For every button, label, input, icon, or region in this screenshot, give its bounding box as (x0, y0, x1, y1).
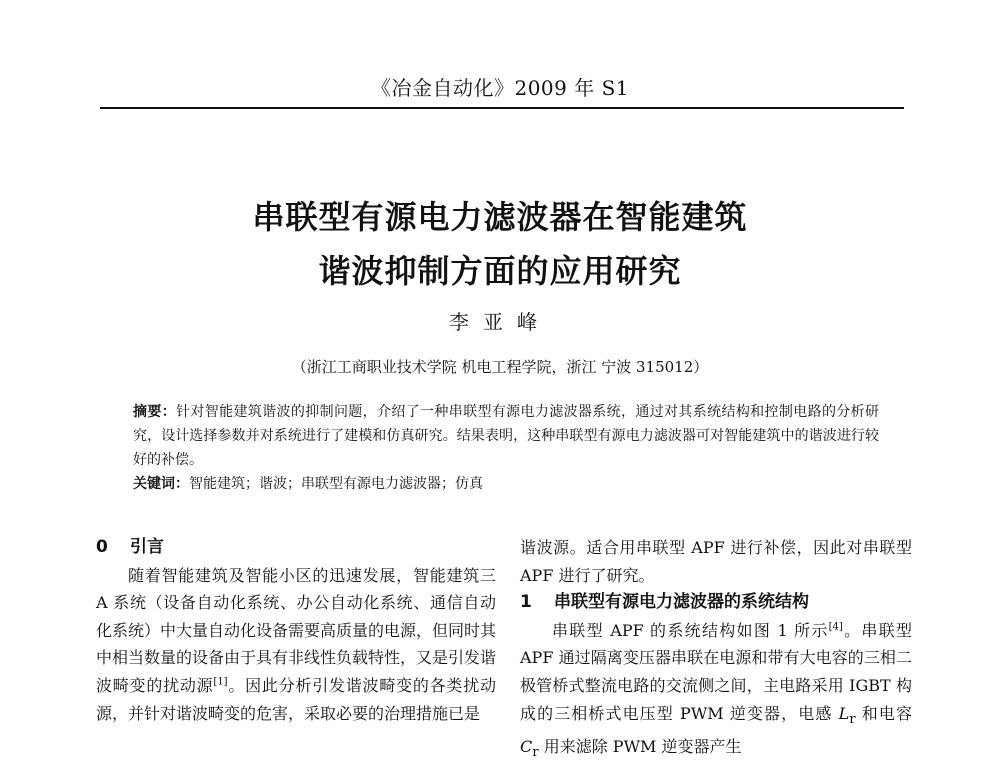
title-line-2: 谐波抑制方面的应用研究 (318, 252, 682, 290)
abstract-block (133, 400, 879, 496)
section-1-paragraph (520, 617, 912, 767)
symbol-C: C (520, 737, 533, 757)
section-1-title: 串联型有源电力滤波器的系统结构 (554, 592, 809, 613)
title-line-1: 串联型有源电力滤波器在智能建筑 (252, 198, 748, 236)
section-1-text-c: 和电容 (855, 703, 912, 723)
section-0-text-a: 随着智能建筑及智能小区的迅速发展，智能建筑三 A 系统（设备自动化系统、办公自动化系统、通信自动化系统）中大量自动化设备需要高质量的电源，但同时其中相当数量的设备由于具有非线性负载特性，又是引发谐波畸变的扰动源 (96, 565, 497, 695)
header-rule (100, 107, 904, 109)
section-0-heading (96, 534, 496, 562)
citation-1: [1] (213, 676, 228, 688)
abstract-text: 针对智能建筑谐波的抑制问题，介绍了一种串联型有源电力滤波器系统，通过对其系统结构和控制电路的分析研究，设计选择参数并对系统进行了建模和仿真研究。结果表明，这种串联型有源电力滤波器可对智能建筑中的谐波进行较好的补偿。 (133, 404, 880, 468)
paper-title (0, 190, 1000, 298)
citation-4: [4] (828, 621, 843, 633)
section-0-text-b: 。因此分析引发谐波畸变的各类扰动源，并针对谐波畸变的危害，采取必要的治理措施已是 (96, 675, 496, 723)
keywords (133, 472, 879, 496)
section-0-number: 0 (96, 537, 108, 557)
abstract (133, 400, 879, 472)
symbol-L: L (838, 703, 850, 723)
section-1-text-a: 串联型 APF 的系统结构如图 1 所示 (552, 620, 829, 640)
keywords-label: 关键词： (133, 476, 189, 492)
author: 李亚峰 (449, 310, 551, 334)
section-1-text-d: 用来滤除 PWM 逆变器产生 (538, 737, 742, 757)
subscript-r-C: r (532, 745, 539, 761)
section-1-heading (520, 589, 912, 617)
continuation-paragraph: 谐波源。适合用串联型 APF 进行补偿，因此对串联型 APF 进行了研究。 (520, 538, 912, 585)
section-1-number: 1 (520, 592, 532, 613)
running-header: 《冶金自动化》2009 年 S1 (370, 76, 630, 100)
left-column (96, 534, 496, 727)
subscript-r-L: r (849, 711, 856, 727)
section-0-title: 引言 (130, 537, 164, 557)
abstract-label: 摘要： (133, 404, 177, 420)
right-column (520, 534, 912, 767)
keywords-text: 智能建筑；谐波；串联型有源电力滤波器；仿真 (189, 476, 483, 492)
section-0-paragraph (96, 562, 496, 728)
affiliation: （浙江工商职业技术学院 机电工程学院，浙江 宁波 315012） (291, 358, 709, 376)
section-1-text-b: 。串联型 APF 通过隔离变压器串联在电源和带有大电容的三相二极管桥式整流电路的交流侧之间，主电路采用 IGBT 构成的三相桥式电压型 PWM 逆变器，电感 (520, 620, 912, 723)
